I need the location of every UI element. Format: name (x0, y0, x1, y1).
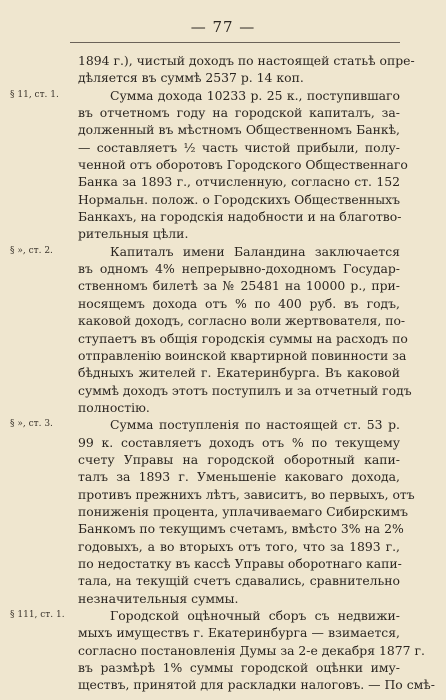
line-text: мыхъ имуществъ г. Екатеринбурга — взимается, (78, 625, 400, 641)
margin-note: § », ст. 2. (10, 245, 53, 256)
text-line (0, 468, 446, 485)
text-line (0, 69, 446, 86)
text-line (0, 399, 446, 416)
line-text: въ отчетномъ году на городской капиталъ, за- (78, 105, 400, 121)
text-line (0, 121, 446, 138)
line-text: 99 к. составляетъ доходъ отъ % по текущему (78, 434, 400, 450)
line-text: тала, на текущій счетъ сдавались, сравнительно (78, 573, 400, 589)
text-line (0, 139, 446, 156)
page-number: — 77 — (190, 18, 256, 36)
line-text: долженный въ мѣстномъ Общественномъ Банкѣ, (78, 122, 400, 138)
text-line (0, 676, 446, 693)
line-text: годовыхъ, а во вторыхъ отъ того, что за 1893 г., (78, 538, 400, 554)
text-line (0, 243, 446, 260)
line-text: Капиталъ имени Баландина заключается (110, 243, 400, 259)
text-line (0, 642, 446, 659)
line-text: ченной отъ оборотовъ Городского Общественнаго (78, 157, 408, 173)
text-line (0, 295, 446, 312)
text-line (0, 87, 446, 104)
margin-note: § 11, ст. 1. (10, 89, 59, 100)
line-text: Сумма дохода 10233 р. 25 к., поступившаго (110, 87, 400, 103)
text-line (0, 347, 446, 364)
text-line (0, 225, 446, 242)
text-line (0, 173, 446, 190)
text-line (0, 416, 446, 433)
line-text: дѣляется въ суммѣ 2537 р. 14 коп. (78, 70, 304, 86)
text-line (0, 607, 446, 624)
line-text: — составляетъ ½ часть чистой прибыли, полу- (78, 139, 400, 155)
line-text: ступаетъ въ общія городскія суммы на расходъ по (78, 330, 408, 346)
line-text: бѣдныхъ жителей г. Екатеринбурга. Въ каковой (78, 365, 400, 381)
text-line (0, 503, 446, 520)
line-text: противъ прежнихъ лѣтъ, зависитъ, во первыхъ, отъ (78, 486, 415, 502)
text-line (0, 104, 446, 121)
line-text: Нормальн. полож. о Городскихъ Общественныхъ (78, 191, 400, 207)
header-rule (70, 42, 400, 43)
line-text: Банкомъ по текущимъ счетамъ, вмѣсто 3% на 2% (78, 521, 404, 537)
text-line (0, 208, 446, 225)
text-line (0, 538, 446, 555)
line-text: каковой доходъ, согласно воли жертвователя, по- (78, 313, 406, 329)
text-line (0, 486, 446, 503)
line-text: въ одномъ 4% непрерывно-доходномъ Государ- (78, 261, 400, 277)
body-text (0, 52, 446, 694)
line-text: счету Управы на городской оборотный капи- (78, 451, 400, 467)
line-text: ществъ, принятой для раскладки налоговъ. — По смѣ- (78, 677, 435, 693)
line-text: Сумма поступленія по настоящей ст. 53 р. (110, 417, 400, 433)
text-line (0, 520, 446, 537)
text-line (0, 330, 446, 347)
line-text: 1894 г.), чистый доходъ по настоящей статьѣ опре- (78, 53, 415, 68)
line-text: Городской оцѣночный сборъ съ недвижи- (110, 608, 400, 623)
text-line (0, 451, 446, 468)
text-line (0, 590, 446, 607)
line-text: ственномъ билетѣ за № 25481 на 10000 р., при- (78, 278, 400, 294)
line-text: незначительныя суммы. (78, 590, 239, 606)
line-text: согласно постановленія Думы за 2-е декабря 1877 г. (78, 642, 425, 658)
line-text: талъ за 1893 г. Уменьшеніе каковаго дохода, (78, 469, 400, 485)
line-text: по недостатку въ кассѣ Управы оборотнаго капи- (78, 555, 402, 571)
text-line (0, 312, 446, 329)
line-text: Банкахъ, на городскія надобности и на благотво- (78, 209, 402, 225)
text-line (0, 52, 446, 69)
text-line (0, 277, 446, 294)
text-line (0, 191, 446, 208)
line-text: Банка за 1893 г., отчисленную, согласно ст. 152 (78, 174, 400, 190)
text-line (0, 156, 446, 173)
text-line (0, 434, 446, 451)
line-text: отправленію воинской квартирной повинности за (78, 347, 407, 363)
text-line (0, 572, 446, 589)
line-text: суммѣ доходъ этотъ поступилъ и за отчетный годъ (78, 382, 412, 398)
margin-note: § », ст. 3. (10, 419, 53, 430)
text-line (0, 382, 446, 399)
text-line (0, 659, 446, 676)
text-line (0, 624, 446, 641)
line-text: рительныя цѣли. (78, 226, 189, 242)
line-text: носящемъ дохода отъ % по 400 руб. въ годъ, (78, 295, 400, 311)
text-line (0, 364, 446, 381)
text-line (0, 260, 446, 277)
text-line (0, 555, 446, 572)
margin-note: § 111, ст. 1. (10, 610, 65, 620)
line-text: въ размѣрѣ 1% суммы городской оцѣнки иму- (78, 660, 400, 676)
line-text: пониженія процента, уплачиваемаго Сибирскимъ (78, 503, 408, 519)
line-text: полностію. (78, 399, 150, 415)
